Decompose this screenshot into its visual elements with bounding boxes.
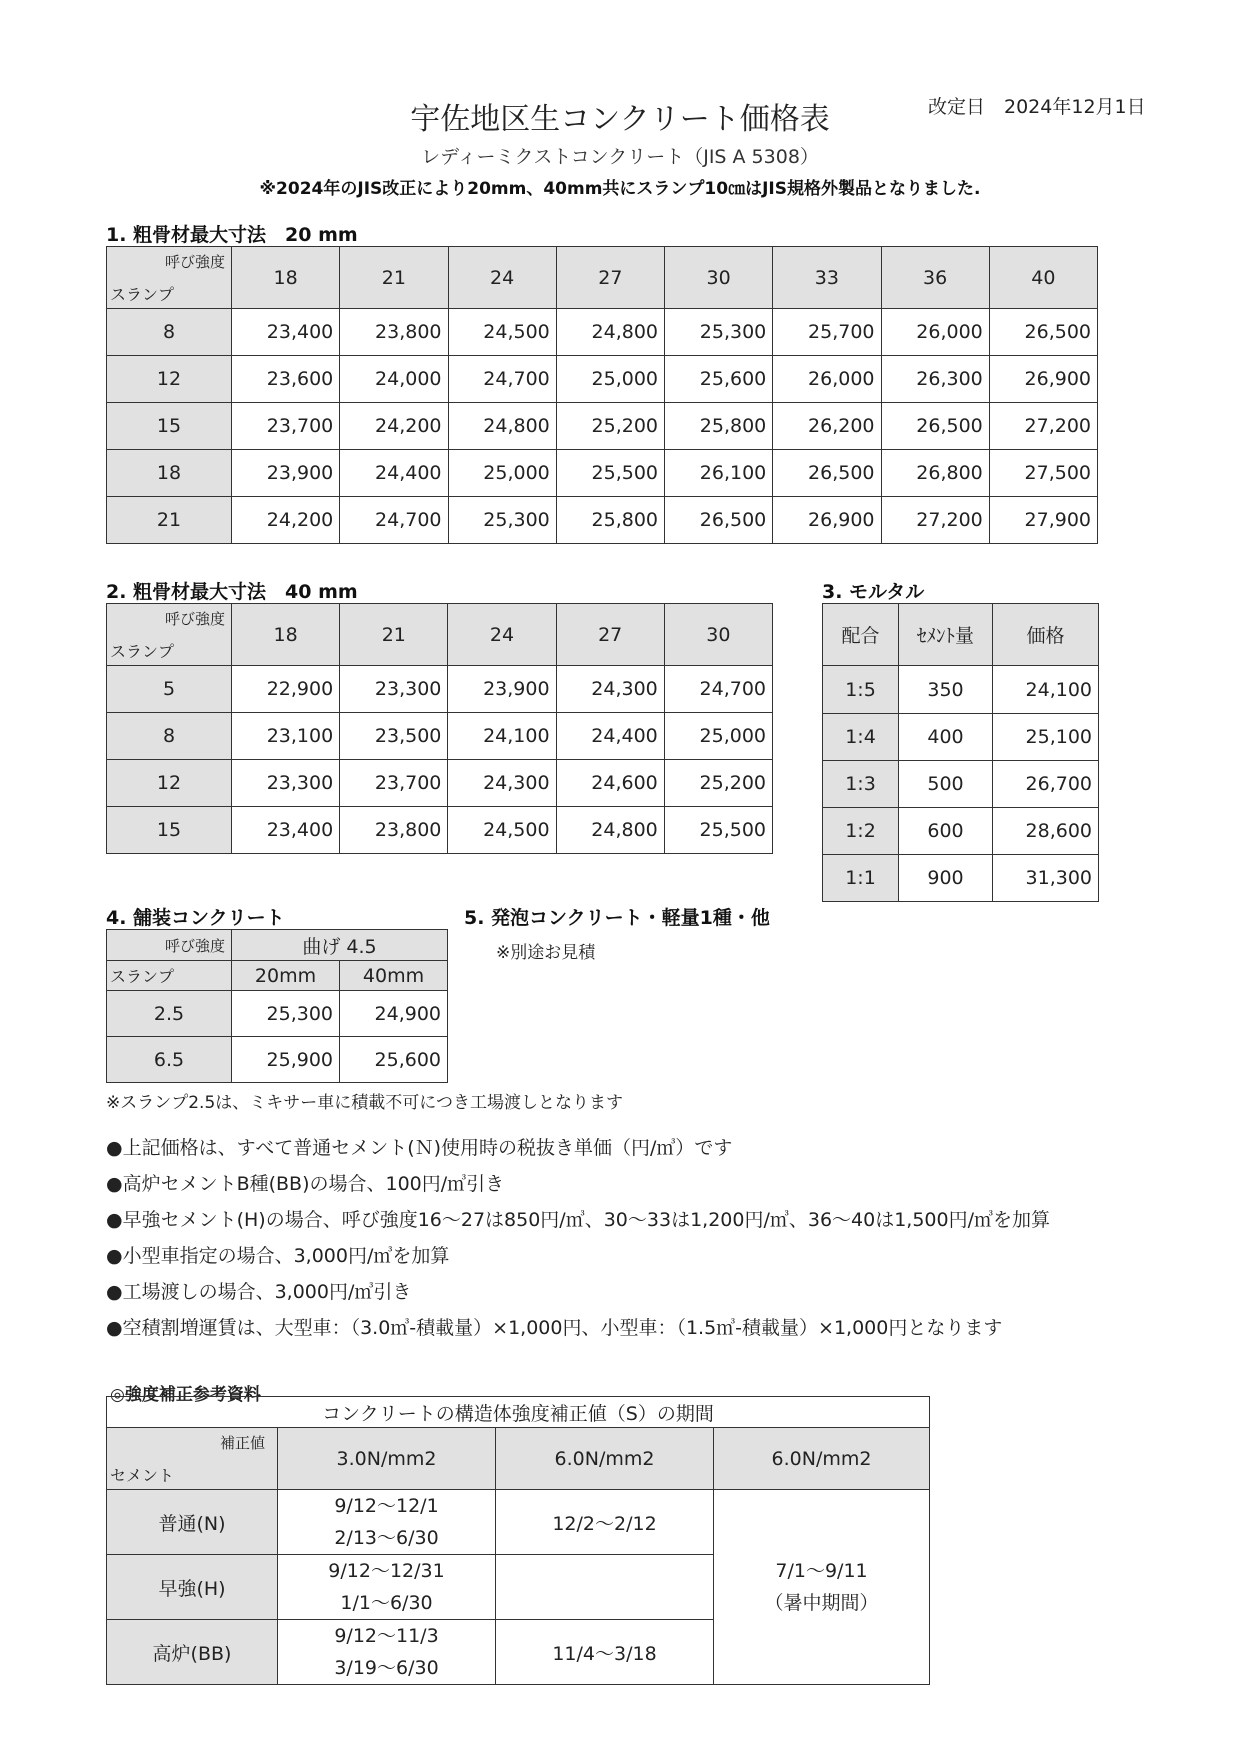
table-row [107,1037,448,1083]
slump-cell: 6.5 [107,1037,232,1083]
cement-cell: 400 [899,714,993,761]
correction-header: 3.0N/mm2 [278,1428,496,1490]
period-cell [278,1555,496,1620]
period-line: 9/12～11/3 [334,1625,439,1647]
price-cell: 25,300 [448,497,556,544]
header-row [107,1397,930,1428]
period-line: 3/19～6/30 [334,1657,439,1679]
slump-cell: 8 [107,713,232,760]
price-cell: 26,900 [773,497,881,544]
correction-table-title: コンクリートの構造体強度補正値（S）の期間 [107,1397,930,1428]
period-line: 1/1～6/30 [340,1592,433,1614]
strength-header: 24 [448,604,556,666]
period-cell: 12/2～2/12 [496,1490,714,1555]
cement-cell: 500 [899,761,993,808]
corner-correction-label: 補正値 [219,1434,265,1452]
price-table-20mm [106,246,1098,544]
mix-cell: 1:1 [823,855,899,902]
slump-cell: 5 [107,666,232,713]
price-cell: 26,500 [881,403,989,450]
price-cell: 28,600 [993,808,1099,855]
table-row [823,855,1099,902]
corner-cell [107,604,232,666]
table-row [107,497,1098,544]
table-row [107,403,1098,450]
mortar-table [822,603,1099,902]
price-cell: 25,600 [665,356,773,403]
price-cell: 23,400 [232,309,340,356]
strength-header: 30 [664,604,772,666]
table-row [823,666,1099,714]
strength-header: 27 [556,604,664,666]
reference-title: ◎強度補正参考資料 [110,1385,261,1405]
table-row [107,356,1098,403]
price-cell: 23,600 [232,356,340,403]
section5-title: 5. 発泡コンクリート・軽量1種・他 [464,907,770,929]
strength-header: 36 [881,247,989,309]
price-cell: 24,300 [556,666,664,713]
corner-cell [107,247,232,309]
slump-cell: 15 [107,807,232,854]
summer-period-line: 7/1～9/11 [775,1560,868,1582]
page-subtitle: レディーミクストコンクリート（JIS A 5308） [421,146,819,168]
cement-header: ｾﾒﾝﾄ量 [899,604,993,666]
price-cell: 27,500 [989,450,1097,497]
table-row [823,808,1099,855]
price-cell: 23,800 [340,309,448,356]
price-cell: 25,800 [556,497,664,544]
price-cell: 24,900 [340,991,448,1037]
paving-table [106,929,448,1083]
slump-cell: 12 [107,760,232,807]
corner-strength-label: 呼び強度 [164,610,225,628]
section1-title: 1. 粗骨材最大寸法 20 mm [106,224,358,246]
corner-slump-label: スランプ [110,285,175,304]
mix-cell: 1:5 [823,666,899,714]
price-cell: 26,500 [989,309,1097,356]
corner-slump-label: スランプ [107,961,232,991]
slump-cell: 12 [107,356,232,403]
period-line: 9/12～12/31 [328,1560,445,1582]
correction-header: 6.0N/mm2 [496,1428,714,1490]
corner-cement-label: セメント [110,1466,175,1485]
price-cell: 23,700 [340,760,448,807]
price-cell: 24,800 [556,309,664,356]
price-cell: 23,400 [232,807,340,854]
bullet-item: ●上記価格は、すべて普通セメント(Ｎ)使用時の税抜き単価（円/㎥）です [106,1137,733,1159]
bullet-item: ●小型車指定の場合、3,000円/㎥を加算 [106,1245,450,1267]
price-cell: 24,500 [448,309,556,356]
table-row [107,450,1098,497]
bullet-item: ●高炉セメントB種(BB)の場合、100円/㎥引き [106,1173,505,1195]
strength-header: 33 [773,247,881,309]
price-cell: 26,700 [993,761,1099,808]
price-cell: 24,200 [340,403,448,450]
strength-header: 30 [665,247,773,309]
slump-note: ※スランプ2.5は、ミキサー車に積載不可につき工場渡しとなります [106,1093,623,1113]
price-cell: 24,800 [448,403,556,450]
bullet-item: ●工場渡しの場合、3,000円/㎥引き [106,1281,412,1303]
price-cell: 25,100 [993,714,1099,761]
header-row [107,961,448,991]
price-cell: 26,000 [881,309,989,356]
strength-header: 18 [232,604,340,666]
table-row [107,666,773,713]
period-cell [496,1555,714,1620]
period-cell [278,1620,496,1685]
price-cell: 26,800 [881,450,989,497]
strength-header: 21 [340,247,448,309]
cement-type-cell: 普通(N) [107,1490,278,1555]
price-header: 価格 [993,604,1099,666]
price-cell: 26,000 [773,356,881,403]
slump-cell: 18 [107,450,232,497]
summer-period-line: （暑中期間） [764,1592,879,1614]
slump-cell: 15 [107,403,232,450]
section3-title: 3. モルタル [822,581,925,603]
bend-header: 曲げ 4.5 [232,930,448,961]
size-header: 20mm [232,961,340,991]
price-cell: 24,800 [556,807,664,854]
price-cell: 24,500 [448,807,556,854]
price-cell: 27,900 [989,497,1097,544]
price-cell: 25,000 [556,356,664,403]
correction-header: 6.0N/mm2 [714,1428,930,1490]
mix-cell: 1:3 [823,761,899,808]
price-cell: 25,300 [665,309,773,356]
price-cell: 24,100 [993,666,1099,714]
header-row [107,247,1098,309]
price-cell: 26,900 [989,356,1097,403]
cement-cell: 900 [899,855,993,902]
table-row [107,713,773,760]
strength-correction-table [106,1396,930,1685]
slump-cell: 2.5 [107,991,232,1037]
cement-cell: 600 [899,808,993,855]
slump-cell: 8 [107,309,232,356]
price-cell: 25,000 [664,713,772,760]
price-cell: 25,300 [232,991,340,1037]
price-cell: 27,200 [881,497,989,544]
slump-cell: 21 [107,497,232,544]
page-title: 宇佐地区生コンクリート価格表 [410,102,830,137]
price-cell: 23,100 [232,713,340,760]
corner-strength-label: 呼び強度 [164,253,225,271]
price-cell: 24,100 [448,713,556,760]
price-cell: 25,600 [340,1037,448,1083]
price-cell: 23,800 [340,807,448,854]
corner-slump-label: スランプ [110,642,175,661]
price-cell: 23,300 [232,760,340,807]
header-row [107,1428,930,1490]
price-cell: 24,300 [448,760,556,807]
price-cell: 24,700 [340,497,448,544]
strength-header: 24 [448,247,556,309]
price-cell: 24,600 [556,760,664,807]
table-row [823,714,1099,761]
bullet-item: ●早強セメント(H)の場合、呼び強度16～27は850円/㎥、30～33は1,200円/㎥、36～40は1,500円/㎥を加算 [106,1209,1051,1231]
revision-date: 改定日 2024年12月1日 [928,96,1146,118]
section2-title: 2. 粗骨材最大寸法 40 mm [106,581,358,603]
strength-header: 21 [340,604,448,666]
header-row [107,604,773,666]
price-cell: 23,700 [232,403,340,450]
price-cell: 24,400 [556,713,664,760]
corner-cell [107,1428,278,1490]
price-cell: 22,900 [232,666,340,713]
table-row [107,309,1098,356]
price-cell: 23,500 [340,713,448,760]
period-line: 9/12～12/1 [334,1495,439,1517]
price-cell: 24,700 [664,666,772,713]
strength-header: 18 [232,247,340,309]
price-cell: 25,500 [556,450,664,497]
table-row [107,1490,930,1555]
price-cell: 26,100 [665,450,773,497]
price-cell: 26,500 [773,450,881,497]
price-cell: 24,700 [448,356,556,403]
corner-strength-label: 呼び強度 [107,930,232,961]
bullet-item: ●空積割増運賃は、大型車：（3.0㎥-積載量）×1,000円、小型車：（1.5㎥-積載量）×1,000円となります [106,1317,1003,1339]
strength-header: 40 [989,247,1097,309]
mix-header: 配合 [823,604,899,666]
period-cell [278,1490,496,1555]
price-cell: 25,000 [448,450,556,497]
period-line: 2/13～6/30 [334,1527,439,1549]
mix-cell: 1:4 [823,714,899,761]
price-cell: 23,900 [448,666,556,713]
price-cell: 24,400 [340,450,448,497]
table-row [107,760,773,807]
price-cell: 25,500 [664,807,772,854]
strength-header: 27 [556,247,664,309]
header-row [107,930,448,961]
header-row [823,604,1099,666]
table-row [107,807,773,854]
price-cell: 23,900 [232,450,340,497]
cement-cell: 350 [899,666,993,714]
price-cell: 24,200 [232,497,340,544]
price-cell: 31,300 [993,855,1099,902]
cement-type-cell: 高炉(BB) [107,1620,278,1685]
section4-title: 4. 舗装コンクリート [106,907,285,929]
price-table-40mm [106,603,773,854]
price-cell: 25,200 [556,403,664,450]
jis-notice: ※2024年のJIS改正により20mm、40mm共にスランプ10㎝はJIS規格外製品となりました. [259,179,981,199]
price-cell: 27,200 [989,403,1097,450]
table-row [823,761,1099,808]
price-cell: 26,300 [881,356,989,403]
price-cell: 23,300 [340,666,448,713]
cement-type-cell: 早強(H) [107,1555,278,1620]
table-row [107,991,448,1037]
size-header: 40mm [340,961,448,991]
price-cell: 25,900 [232,1037,340,1083]
estimate-note: ※別途お見積 [496,943,596,963]
price-cell: 25,200 [664,760,772,807]
summer-period-cell [714,1490,930,1685]
mix-cell: 1:2 [823,808,899,855]
price-cell: 25,800 [665,403,773,450]
price-cell: 24,000 [340,356,448,403]
price-cell: 26,500 [665,497,773,544]
price-cell: 26,200 [773,403,881,450]
price-cell: 25,700 [773,309,881,356]
period-cell: 11/4～3/18 [496,1620,714,1685]
